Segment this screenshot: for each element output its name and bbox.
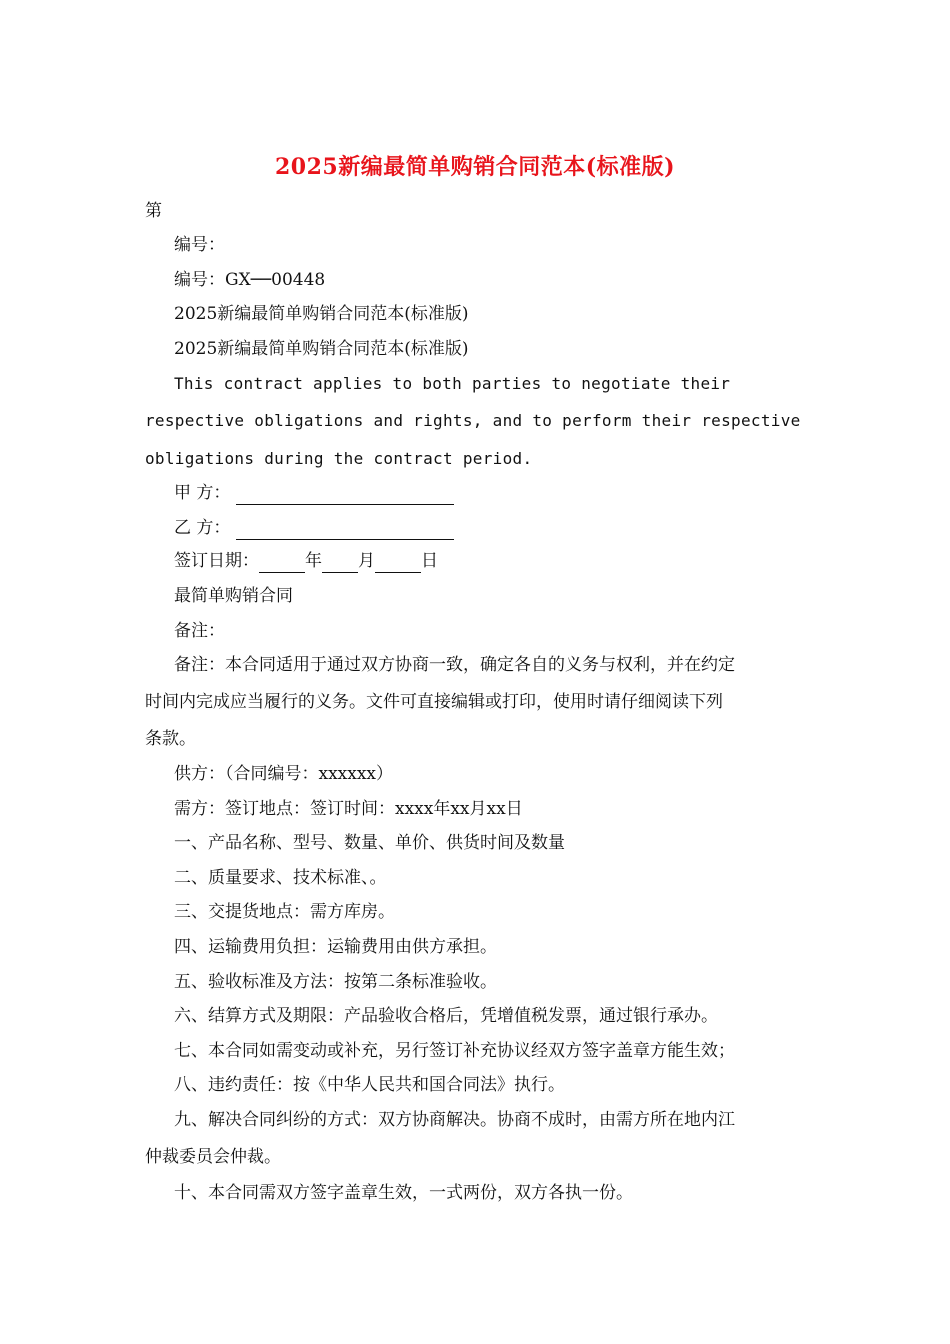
clause-1: 一、产品名称、型号、数量、单价、供货时间及数量 [174, 833, 565, 853]
number-label: 编号： [174, 235, 225, 255]
note-line-2: 时间内完成应当履行的义务。文件可直接编辑或打印，使用时请仔细阅读下列 [145, 692, 723, 712]
day-blank [375, 554, 421, 573]
contract-name: 最简单购销合同 [174, 586, 293, 606]
month-label: 月 [358, 551, 375, 571]
supplier-line: 供方：（合同编号：xxxxxx） [174, 764, 394, 784]
party-b-blank [236, 521, 454, 540]
note-label: 备注： [174, 621, 225, 641]
di-text: 第 [145, 201, 162, 221]
year-blank [259, 554, 305, 573]
party-a-line [174, 481, 454, 505]
note-line-3: 条款。 [145, 729, 196, 749]
english-line-2: respective obligations and rights, and to perform their respective [145, 411, 801, 430]
party-b-label: 乙 方： [174, 518, 231, 538]
english-line-3: obligations during the contract period. [145, 449, 533, 468]
party-a-blank [236, 486, 454, 505]
clause-9-line-2: 仲裁委员会仲裁。 [145, 1147, 281, 1167]
year-label: 年 [305, 551, 322, 571]
subtitle-1: 2025新编最简单购销合同范本(标准版) [174, 304, 469, 324]
sign-date-label: 签订日期： [174, 551, 259, 571]
day-label: 日 [421, 551, 438, 571]
document-title: 2025新编最简单购销合同范本(标准版) [274, 154, 676, 180]
party-a-label: 甲 方： [174, 483, 231, 503]
english-line-1: This contract applies to both parties to negotiate their [174, 374, 731, 393]
clause-4: 四、运输费用负担：运输费用由供方承担。 [174, 937, 497, 957]
sign-date-line [174, 549, 438, 573]
clause-7: 七、本合同如需变动或补充，另行签订补充协议经双方签字盖章方能生效； [174, 1041, 735, 1061]
number-line: 编号：GX──00448 [174, 270, 326, 290]
party-b-line [174, 516, 454, 540]
clause-9-line-1: 九、解决合同纠纷的方式：双方协商解决。协商不成时，由需方所在地内江 [174, 1110, 735, 1130]
buyer-line: 需方：签订地点：签订时间：xxxx年xx月xx日 [174, 799, 523, 819]
clause-3: 三、交提货地点：需方库房。 [174, 902, 395, 922]
clause-8: 八、违约责任：按《中华人民共和国合同法》执行。 [174, 1075, 565, 1095]
clause-6: 六、结算方式及期限：产品验收合格后，凭增值税发票，通过银行承办。 [174, 1006, 718, 1026]
clause-5: 五、验收标准及方法：按第二条标准验收。 [174, 972, 497, 992]
subtitle-2: 2025新编最简单购销合同范本(标准版) [174, 339, 469, 359]
month-blank [322, 554, 358, 573]
note-line-1: 备注：本合同适用于通过双方协商一致，确定各自的义务与权利，并在约定 [174, 655, 735, 675]
clause-10: 十、本合同需双方签字盖章生效，一式两份，双方各执一份。 [174, 1183, 633, 1203]
clause-2: 二、质量要求、技术标准、。 [174, 868, 387, 888]
